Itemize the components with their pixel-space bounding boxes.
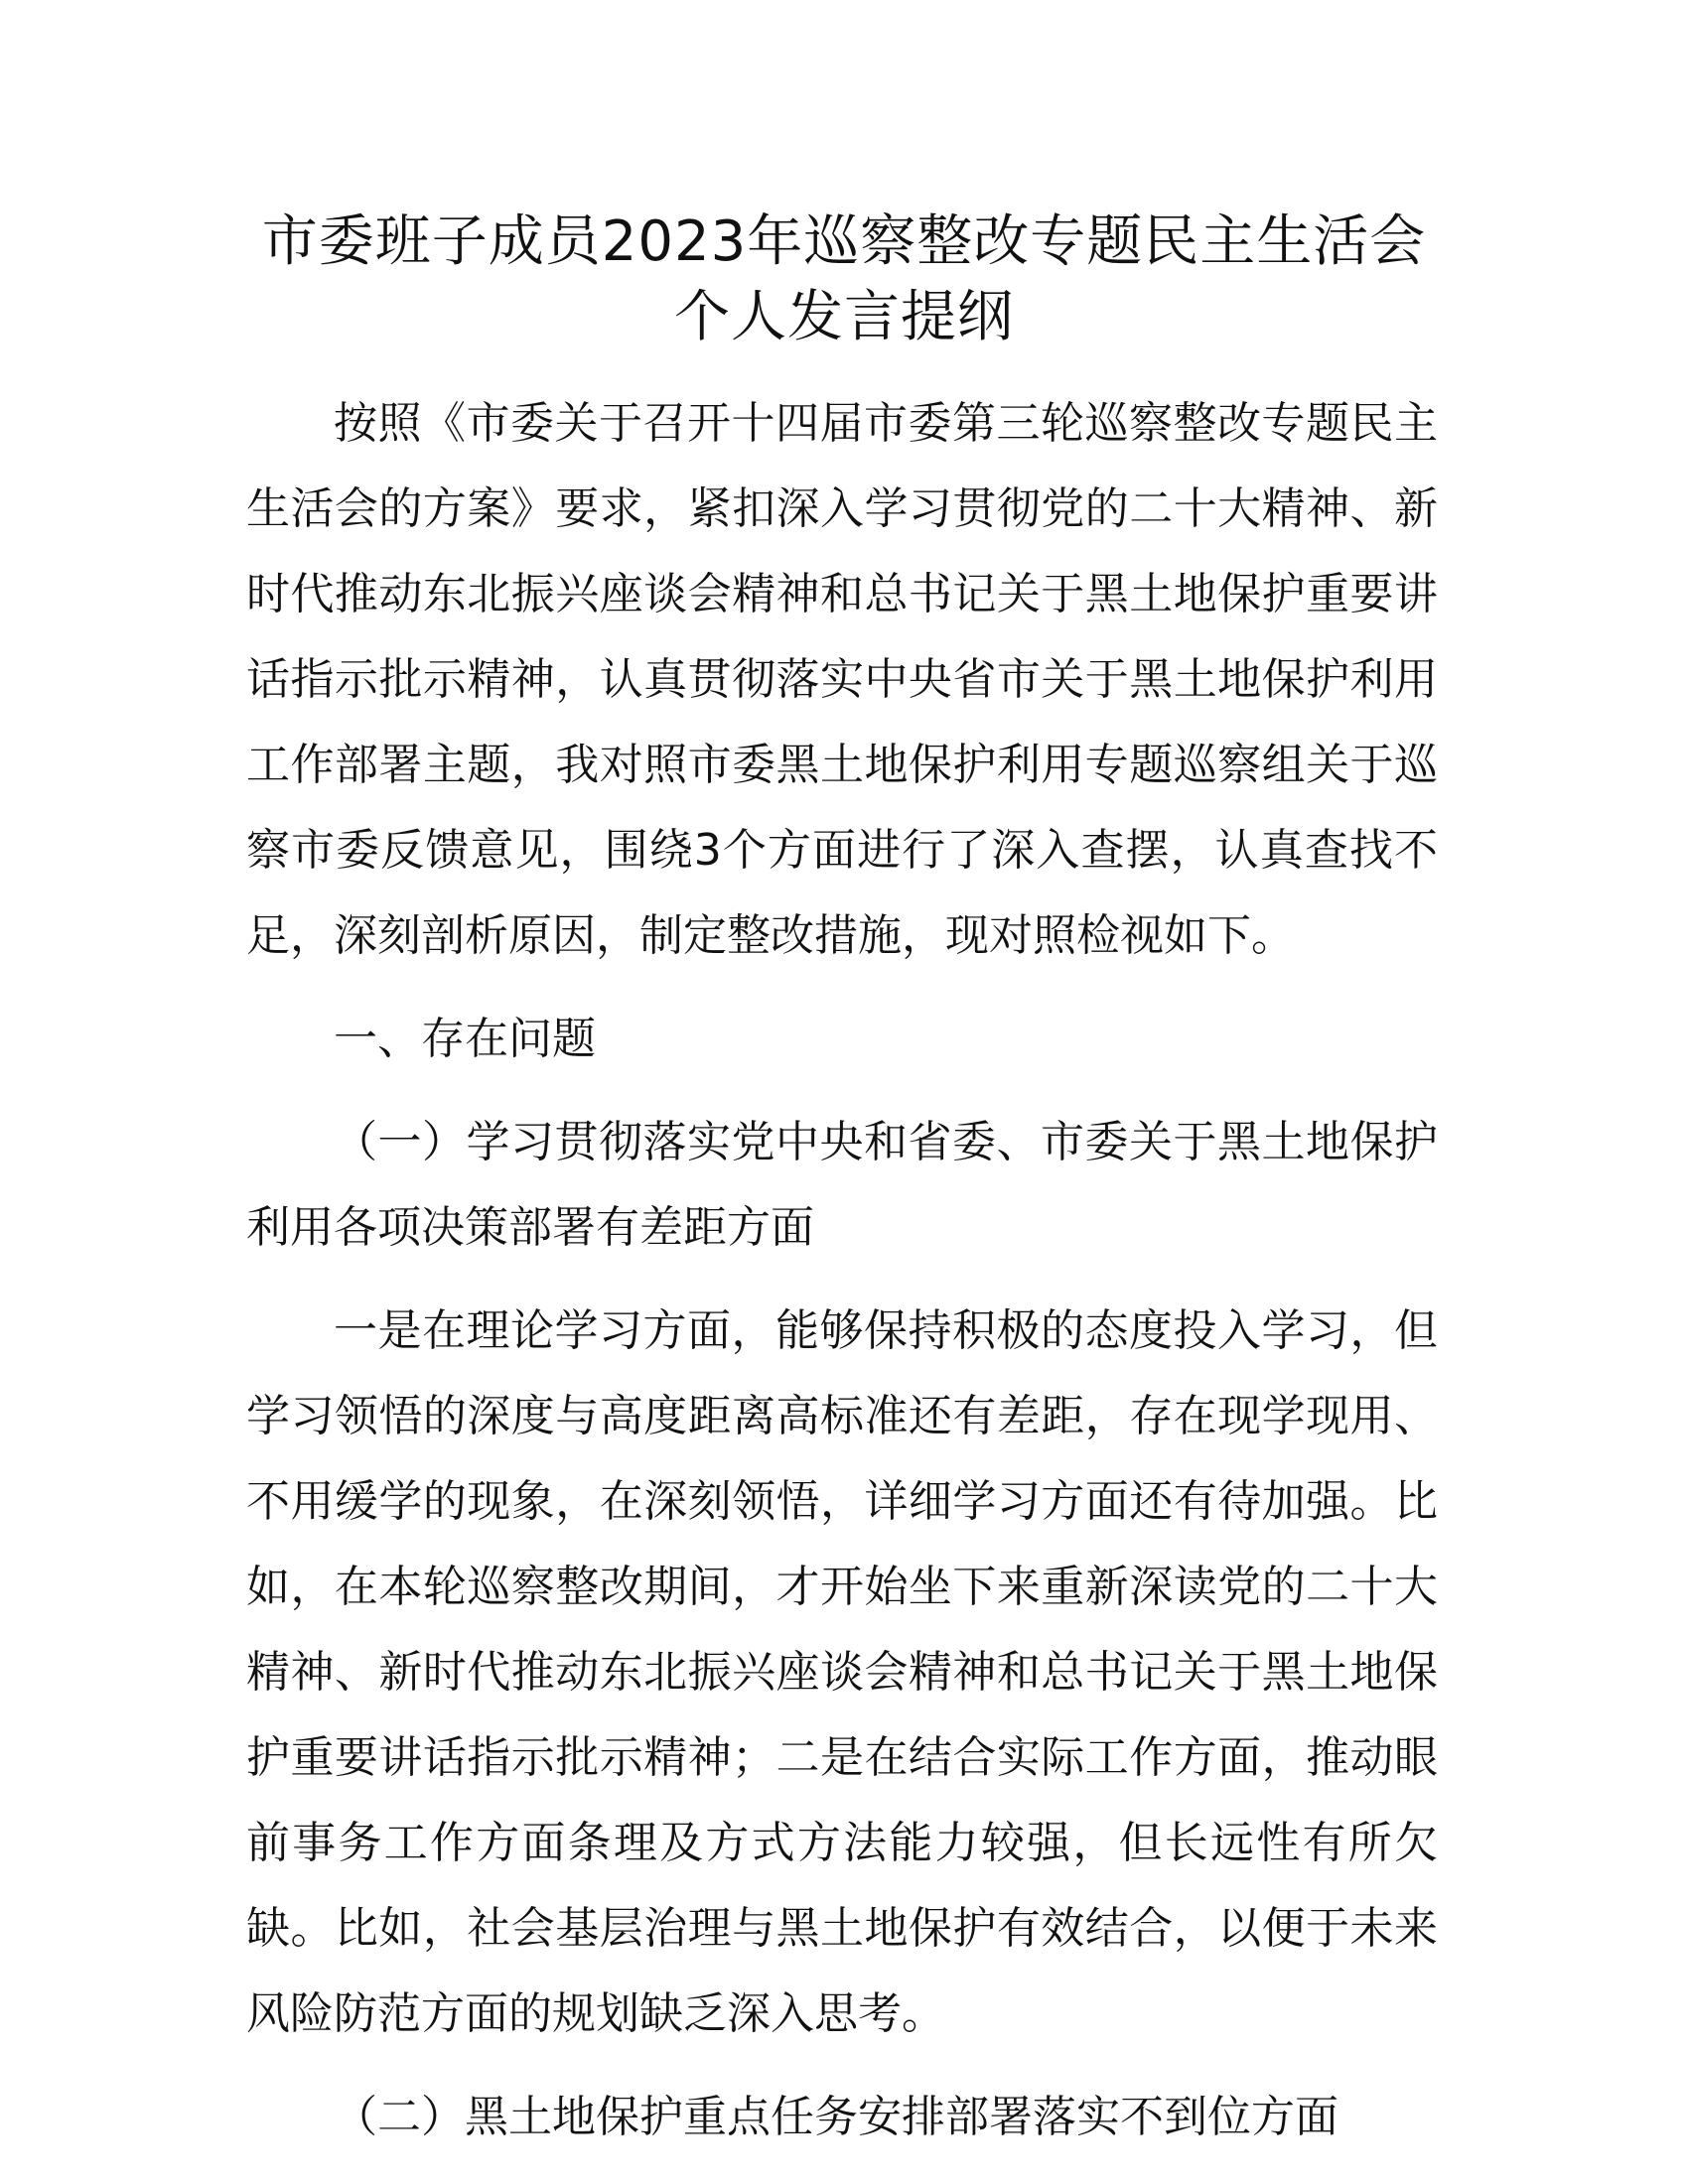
intro-paragraph: 按照《市委关于召开十四届市委第三轮巡察整改专题民主生活会的方案》要求，紧扣深入学习贯彻党的二十大精神、新时代推动东北振兴座谈会精神和总书记关于黑土地保护重要讲话指示批示精神，认真贯彻落实中央省市关于黑土地保护利用工作部署主题，我对照市委黑土地保护利用专题巡察组关于巡察市委反馈意见，围绕3个方面进行了深入查摆，认真查找不足，深刻剖析原因，制定整改措施，现对照检视如下。 bbox=[246, 398, 1438, 961]
document-body bbox=[246, 381, 1438, 2160]
body-paragraph-1: 一是在理论学习方面，能够保持积极的态度投入学习，但学习领悟的深度与高度距离高标准还有差距，存在现学现用、不用缓学的现象，在深刻领悟，详细学习方面还有待加强。比如，在本轮巡察整改期间，才开始坐下来重新深读党的二十大精神、新时代推动东北振兴座谈会精神和总书记关于黑土地保护重要讲话指示批示精神；二是在结合实际工作方面，推动眼前事务工作方面条理及方式方法能力较强，但长远性有所欠缺。比如，社会基层治理与黑土地保护有效结合，以便于未来风险防范方面的规划缺乏深入思考。 bbox=[246, 1305, 1438, 2039]
section-heading-problems: 一、存在问题 bbox=[334, 1014, 596, 1064]
subsection-heading-1: （一）学习贯彻落实党中央和省委、市委关于黑土地保护利用各项决策部署有差距方面 bbox=[246, 1117, 1438, 1253]
subsection-heading-2: （二）黑土地保护重点任务安排部署落实不到位方面 bbox=[334, 2092, 1338, 2142]
document-title-line2: 个人发言提纲 bbox=[674, 285, 1014, 349]
document-title-line1: 市委班子成员2023年巡察整改专题民主生活会 bbox=[261, 209, 1427, 274]
